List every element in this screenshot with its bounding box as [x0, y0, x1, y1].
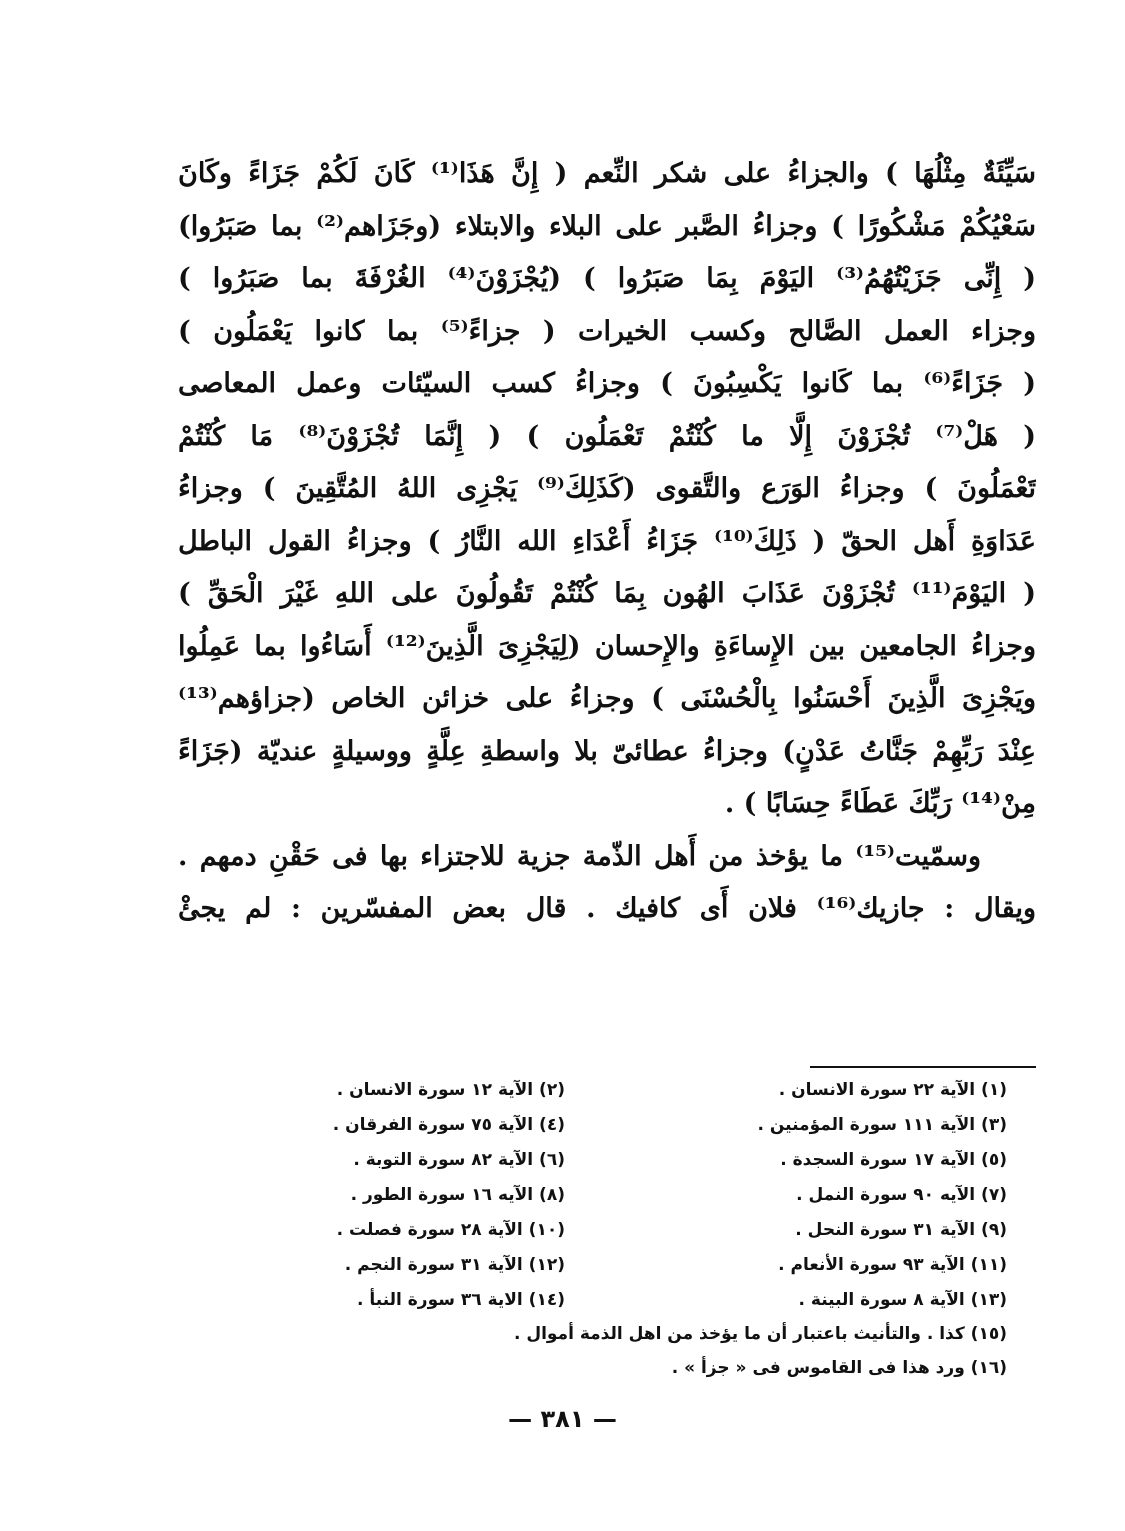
footnote: (٤) الآية ٧٥ سورة الفرقان .: [332, 1115, 565, 1135]
text-line: سَعْيُكُمْ مَشْكُورًا ) وجزاءُ الصَّبر على البلاء والابتلاء (وجَزَاهم⁽²⁾ بما صَبَرُوا): [178, 210, 1036, 242]
text-line: مِنْ⁽¹⁴⁾ رَبِّكَ عَطَاءً حِسَابًا ) .: [724, 788, 1036, 819]
footnote: (٨) الآيه ١٦ سورة الطور .: [350, 1185, 565, 1205]
footnote: (٧) الآيه ٩٠ سورة النمل .: [796, 1185, 1007, 1205]
footnote: (١٤) الاية ٣٦ سورة النبأ .: [357, 1290, 565, 1310]
text-line: وجزاء العمل الصَّالح وكسب الخيرات ( جزاءً⁽⁵⁾ بما كانوا يَعْمَلُون ): [178, 315, 1036, 347]
text-line: ( جَزَاءً⁽⁶⁾ بما كَانوا يَكْسِبُونَ ) وجزاءُ كسب السيّئات وعمل المعاصى: [178, 368, 1036, 399]
footnote: (١٣) الآية ٨ سورة البينة .: [798, 1290, 1007, 1310]
text-line: عِنْدَ رَبِّهِمْ جَنَّاتُ عَدْنٍ) وجزاءُ عطائىّ بلا واسطةِ عِلَّةٍ ووسيلةٍ عنديّة (جَزَاءً: [178, 735, 1036, 767]
text-line: ( اليَوْمَ⁽¹¹⁾ تُجْزَوْنَ عَذَابَ الهُون بِمَا كُنْتُمْ تَقُولُونَ على اللهِ غَيْرَ الْحَقِّ ): [178, 578, 1036, 609]
main-text: [178, 148, 1036, 936]
page-number: — ٣٨١ —: [508, 1405, 617, 1433]
footnote: (٩) الآية ٣١ سورة النحل .: [795, 1220, 1007, 1240]
footnote: (٦) الآية ٨٢ سورة التوبة .: [353, 1150, 565, 1170]
text-line: وسمّيت⁽¹⁵⁾ ما يؤخذ من أَهل الذّمة جزية للاجتزاء بها فى حَقْنِ دمهم .: [178, 840, 981, 872]
footnote: (١٥) كذا . والتأنيث باعتبار أن ما يؤخذ من اهل الذمة أموال .: [513, 1324, 1007, 1344]
text-line: سَيِّئَةٌ مِثْلُهَا ) والجزاءُ على شكر النِّعم ( إِنَّ هَذَا⁽¹⁾ كَانَ لَكُمْ جَزَاءً وكَانَ: [178, 158, 1036, 189]
footnote: (٣) الآية ١١١ سورة المؤمنين .: [757, 1115, 1007, 1135]
footnote: (١٦) ورد هذا فى القاموس فى « جزأ » .: [671, 1358, 1007, 1378]
footnote: (٢) الآية ١٢ سورة الانسان .: [336, 1080, 565, 1100]
text-line: ويَجْزِىَ الَّذِينَ أَحْسَنُوا بِالْحُسْنَى ) وجزاءُ على خزائن الخاص (جزاؤهم⁽¹³⁾: [178, 683, 1036, 714]
footnote: (١٠) الآية ٢٨ سورة فصلت .: [336, 1220, 565, 1240]
footnote: (١١) الآية ٩٣ سورة الأنعام .: [778, 1255, 1007, 1275]
footnote-divider: [810, 1066, 1036, 1068]
text-line: تَعْمَلُونَ ) وجزاءُ الوَرَع والتَّقوى (كَذَلِكَ⁽⁹⁾ يَجْزِى اللهُ المُتَّقِينَ ) وجزاءُ: [178, 473, 1036, 504]
text-line: ويقال : جازيك⁽¹⁶⁾ فلان أَى كافيك . قال بعض المفسّرين : لم يجئْ: [178, 893, 1036, 924]
text-line: ( إِنِّى جَزَيْتُهُمُ⁽³⁾ اليَوْمَ بِمَا صَبَرُوا ) (يُجْزَوْنَ⁽⁴⁾ الغُرْفَةَ بما صَبَرُوا ): [178, 263, 1036, 294]
text-line: ( هَلْ⁽⁷⁾ تُجْزَوْنَ إِلَّا ما كُنْتُمْ تَعْمَلُون ) ( إِنَّمَا تُجْزَوْنَ⁽⁸⁾ مَا كُنْتُمْ: [178, 420, 1036, 452]
footnote: (٥) الآية ١٧ سورة السجدة .: [780, 1150, 1007, 1170]
text-line: وجزاءُ الجامعين بين الإِساءَةِ والإِحسان (لِيَجْزِىَ الَّذِينَ⁽¹²⁾ أَسَاءُوا بما عَمِلُوا: [178, 630, 1036, 662]
footnote: (١٢) الآية ٣١ سورة النجم .: [344, 1255, 565, 1275]
footnote: (١) الآية ٢٢ سورة الانسان .: [778, 1080, 1007, 1100]
text-line: عَدَاوَةِ أَهل الحقّ ( ذَلِكَ⁽¹⁰⁾ جَزَاءُ أَعْدَاءِ الله النَّارُ ) وجزاءُ القول الباطل: [178, 525, 1036, 557]
